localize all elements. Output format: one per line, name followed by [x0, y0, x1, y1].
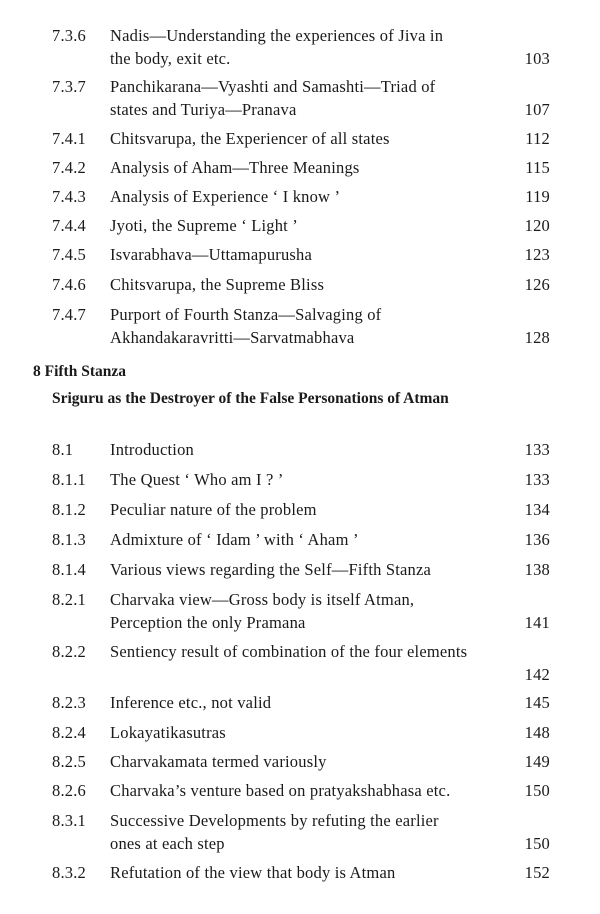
- page-number: 128: [524, 328, 550, 347]
- section-title: Refutation of the view that body is Atman: [110, 863, 396, 882]
- page-number: 152: [524, 863, 550, 882]
- chapter-subtitle: Sriguru as the Destroyer of the False Personations of Atman: [52, 390, 449, 407]
- section-number: 7.4.5: [52, 245, 86, 264]
- section-title: Chitsvarupa, the Experiencer of all states: [110, 129, 390, 148]
- page-number: 145: [524, 693, 550, 712]
- page-number: 136: [524, 530, 550, 549]
- page-number: 150: [524, 834, 550, 853]
- section-number: 8.1.2: [52, 500, 86, 519]
- section-title: Admixture of ‘ Idam ’ with ‘ Aham ’: [110, 530, 359, 549]
- section-title: Various views regarding the Self—Fifth Stanza: [110, 560, 432, 579]
- section-title: Isvarabhava—Uttamapurusha: [110, 245, 313, 264]
- section-title: Lokayatikasutras: [110, 723, 226, 742]
- section-number: 8.1.3: [52, 530, 86, 549]
- page-number: 115: [525, 158, 550, 177]
- page-number: 138: [524, 560, 550, 579]
- section-number: 7.4.7: [52, 305, 86, 324]
- section-number: 8.1.4: [52, 560, 86, 579]
- page-number: 120: [524, 216, 550, 235]
- page-number: 148: [524, 723, 550, 742]
- section-title: Inference etc., not valid: [110, 693, 272, 712]
- section-title: Chitsvarupa, the Supreme Bliss: [110, 275, 325, 294]
- page-number: 141: [524, 613, 550, 632]
- section-number: 8.2.5: [52, 752, 86, 771]
- page-number: 107: [524, 100, 550, 119]
- section-title: Analysis of Aham—Three Meanings: [110, 158, 360, 177]
- section-number: 7.4.2: [52, 158, 86, 177]
- page-number: 133: [524, 440, 550, 459]
- toc-entry: [52, 75, 552, 121]
- section-number: 8.3.1: [52, 811, 86, 830]
- section-title: Nadis—Understanding the experiences of Jiva in the body, exit etc.: [110, 26, 444, 68]
- section-title: Sentiency result of combination of the four elements: [110, 642, 468, 661]
- section-title: Successive Developments by refuting the earlier ones at each step: [110, 811, 439, 853]
- section-number: 8.1: [52, 440, 74, 459]
- section-number: 8.2.6: [52, 781, 86, 800]
- section-number: 7.3.6: [52, 26, 86, 45]
- section-title: Charvaka view—Gross body is itself Atman, Perception the only Pramana: [110, 590, 415, 632]
- toc-entry: [52, 809, 552, 855]
- section-number: 8.2.1: [52, 590, 86, 609]
- page-number: 142: [524, 665, 550, 684]
- section-number: 8.3.2: [52, 863, 86, 882]
- section-title: Charvaka’s venture based on pratyakshabhasa etc.: [110, 781, 451, 800]
- toc-entry: [52, 588, 552, 634]
- section-title: Introduction: [110, 440, 194, 459]
- section-title: Jyoti, the Supreme ‘ Light ’: [110, 216, 298, 235]
- section-number: 7.4.4: [52, 216, 86, 235]
- section-number: 7.4.6: [52, 275, 86, 294]
- section-title: The Quest ‘ Who am I ? ’: [110, 470, 284, 489]
- page-number: 134: [524, 500, 550, 519]
- page-number: 112: [525, 129, 550, 148]
- toc-entry: [52, 24, 552, 70]
- section-title: Charvakamata termed variously: [110, 752, 327, 771]
- page-number: 126: [524, 275, 550, 294]
- page-number: 149: [524, 752, 550, 771]
- section-number: 7.4.3: [52, 187, 86, 206]
- toc-entry: [52, 640, 552, 686]
- section-title: Analysis of Experience ‘ I know ’: [110, 187, 341, 206]
- section-title: Panchikarana—Vyashti and Samashti—Triad of states and Turiya—Pranava: [110, 77, 436, 119]
- section-number: 8.2.4: [52, 723, 86, 742]
- page-number: 133: [524, 470, 550, 489]
- page-number: 123: [524, 245, 550, 264]
- page-number: 119: [525, 187, 550, 206]
- section-number: 7.4.1: [52, 129, 86, 148]
- section-number: 7.3.7: [52, 77, 86, 96]
- section-title: Purport of Fourth Stanza—Salvaging of Akhandakaravritti—Sarvatmabhava: [110, 305, 382, 347]
- section-number: 8.1.1: [52, 470, 86, 489]
- section-title: Peculiar nature of the problem: [110, 500, 317, 519]
- page-number: 103: [524, 49, 550, 68]
- page-number: 150: [524, 781, 550, 800]
- section-number: 8.2.2: [52, 642, 86, 661]
- chapter-heading: 8 Fifth Stanza: [33, 363, 126, 380]
- toc-entry: [52, 303, 552, 349]
- section-number: 8.2.3: [52, 693, 86, 712]
